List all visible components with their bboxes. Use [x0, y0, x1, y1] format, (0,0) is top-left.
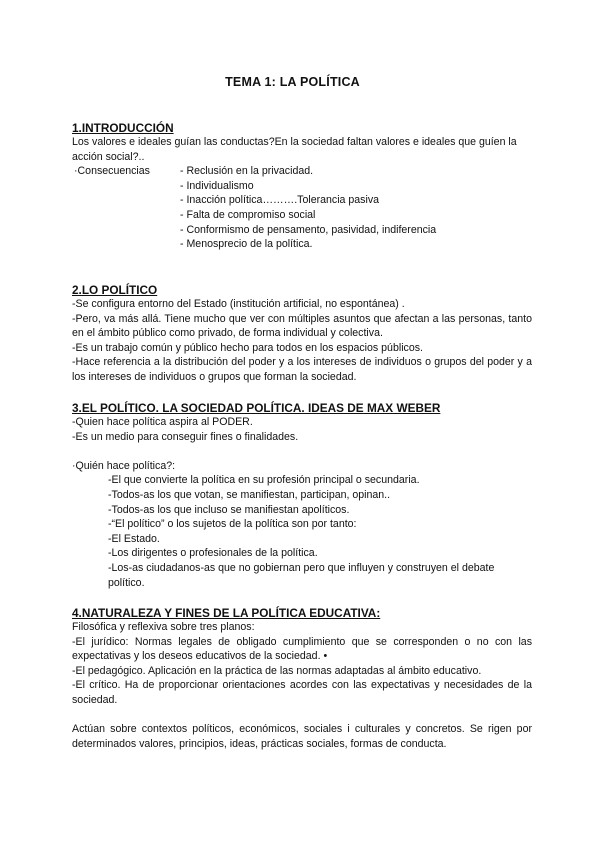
consequence-row — [72, 193, 532, 208]
section-introduccion — [72, 121, 532, 252]
consequence-item: - Falta de compromiso social — [180, 208, 316, 221]
paragraph-line: -El jurídico: Normas legales de obligado cumplimiento que se corresponden o no con las expectativas y los deseos educativos de la sociedad. • — [72, 635, 532, 663]
intro-paragraph: Los valores e ideales guían las conductas?En la sociedad faltan valores e ideales que guíen la acción social?.. — [72, 136, 517, 163]
consequence-item: - Conformismo de pensamento, pasividad, indiferencia — [180, 223, 437, 236]
answer-item: -Los dirigentes o profesionales de la política. — [108, 547, 318, 560]
consequence-item: - Inacción política……….Tolerancia pasiva — [180, 194, 380, 207]
question-line: ·Quién hace política?: — [72, 459, 176, 472]
answer-item: -Los-as ciudadanos-as que no gobiernan pero que influyen y construyen el debate político. — [108, 561, 495, 589]
section-naturaleza-fines — [72, 606, 532, 751]
paragraph-line: -Quien hace política aspira al PODER. — [72, 416, 253, 428]
answer-item: -Todos-as los que incluso se manifiestan apolíticos. — [108, 503, 350, 516]
consequence-item: - Reclusión en la privacidad. — [180, 165, 314, 178]
page-title: TEMA 1: LA POLÍTICA — [225, 75, 360, 89]
paragraph-line: -Pero, va más allá. Tiene mucho que ver con múltiples asuntos que afectan a las personas, tanto en el ámbito público como privado, de forma individual y colectiva. — [72, 312, 532, 340]
answer-item: -El que convierte la política en su profesión principal o secundaria. — [108, 474, 420, 487]
answer-item: -El Estado. — [108, 532, 160, 545]
consequence-row — [72, 179, 532, 194]
paragraph-line: -Hace referencia a la distribución del poder y a los intereses de individuos o grupos del poder y a los intereses de individuos o grupos que forman la sociedad. — [72, 356, 532, 383]
consequence-item: - Menosprecio de la política. — [180, 238, 313, 251]
paragraph-line: -Es un trabajo común y público hecho para todos en los espacios públicos. — [72, 341, 423, 354]
section-heading: 4.NATURALEZA Y FINES DE LA POLÍTICA EDUCATIVA: — [72, 606, 381, 620]
answers-list — [72, 473, 532, 590]
answer-item: -“El político” o los sujetos de la política son por tanto: — [108, 518, 357, 531]
closing-paragraph: Actúan sobre contextos políticos, económicos, sociales i culturales y concretos. Se rigen por determinados valores, principios, ideas, prácticas sociales, formas de conducta. — [72, 723, 532, 750]
paragraph-line: -Se configura entorno del Estado (institución artificial, no espontánea) . — [72, 298, 405, 310]
section-heading: 3.EL POLÍTICO. LA SOCIEDAD POLÍTICA. IDEAS DE MAX WEBER — [72, 401, 441, 415]
paragraph-line: Filosófica y reflexiva sobre tres planos: — [72, 621, 255, 633]
paragraph-line: -El pedagógico. Aplicación en la práctica de las normas adaptadas al ámbito educativo. — [72, 664, 482, 677]
section-heading: 2.LO POLÍTICO — [72, 283, 158, 297]
paragraph-line: -Es un medio para conseguir fines o finalidades. — [72, 430, 299, 443]
section-heading: 1.INTRODUCCIÓN — [72, 121, 174, 135]
consequence-item: - Individualismo — [180, 179, 254, 192]
consequence-row — [72, 223, 532, 238]
consequence-row — [72, 237, 532, 252]
consequence-row — [72, 208, 532, 223]
consequence-row — [72, 164, 532, 179]
paragraph-line: -El crítico. Ha de proporcionar orientaciones acordes con las expectativas y necesidades de la sociedad. — [72, 679, 532, 706]
answer-item: -Todos-as los que votan, se manifiestan, participan, opinan.. — [108, 488, 391, 501]
section-el-politico — [72, 401, 532, 590]
consequences-label: ·Consecuencias — [74, 165, 150, 178]
section-lo-politico — [72, 283, 532, 385]
